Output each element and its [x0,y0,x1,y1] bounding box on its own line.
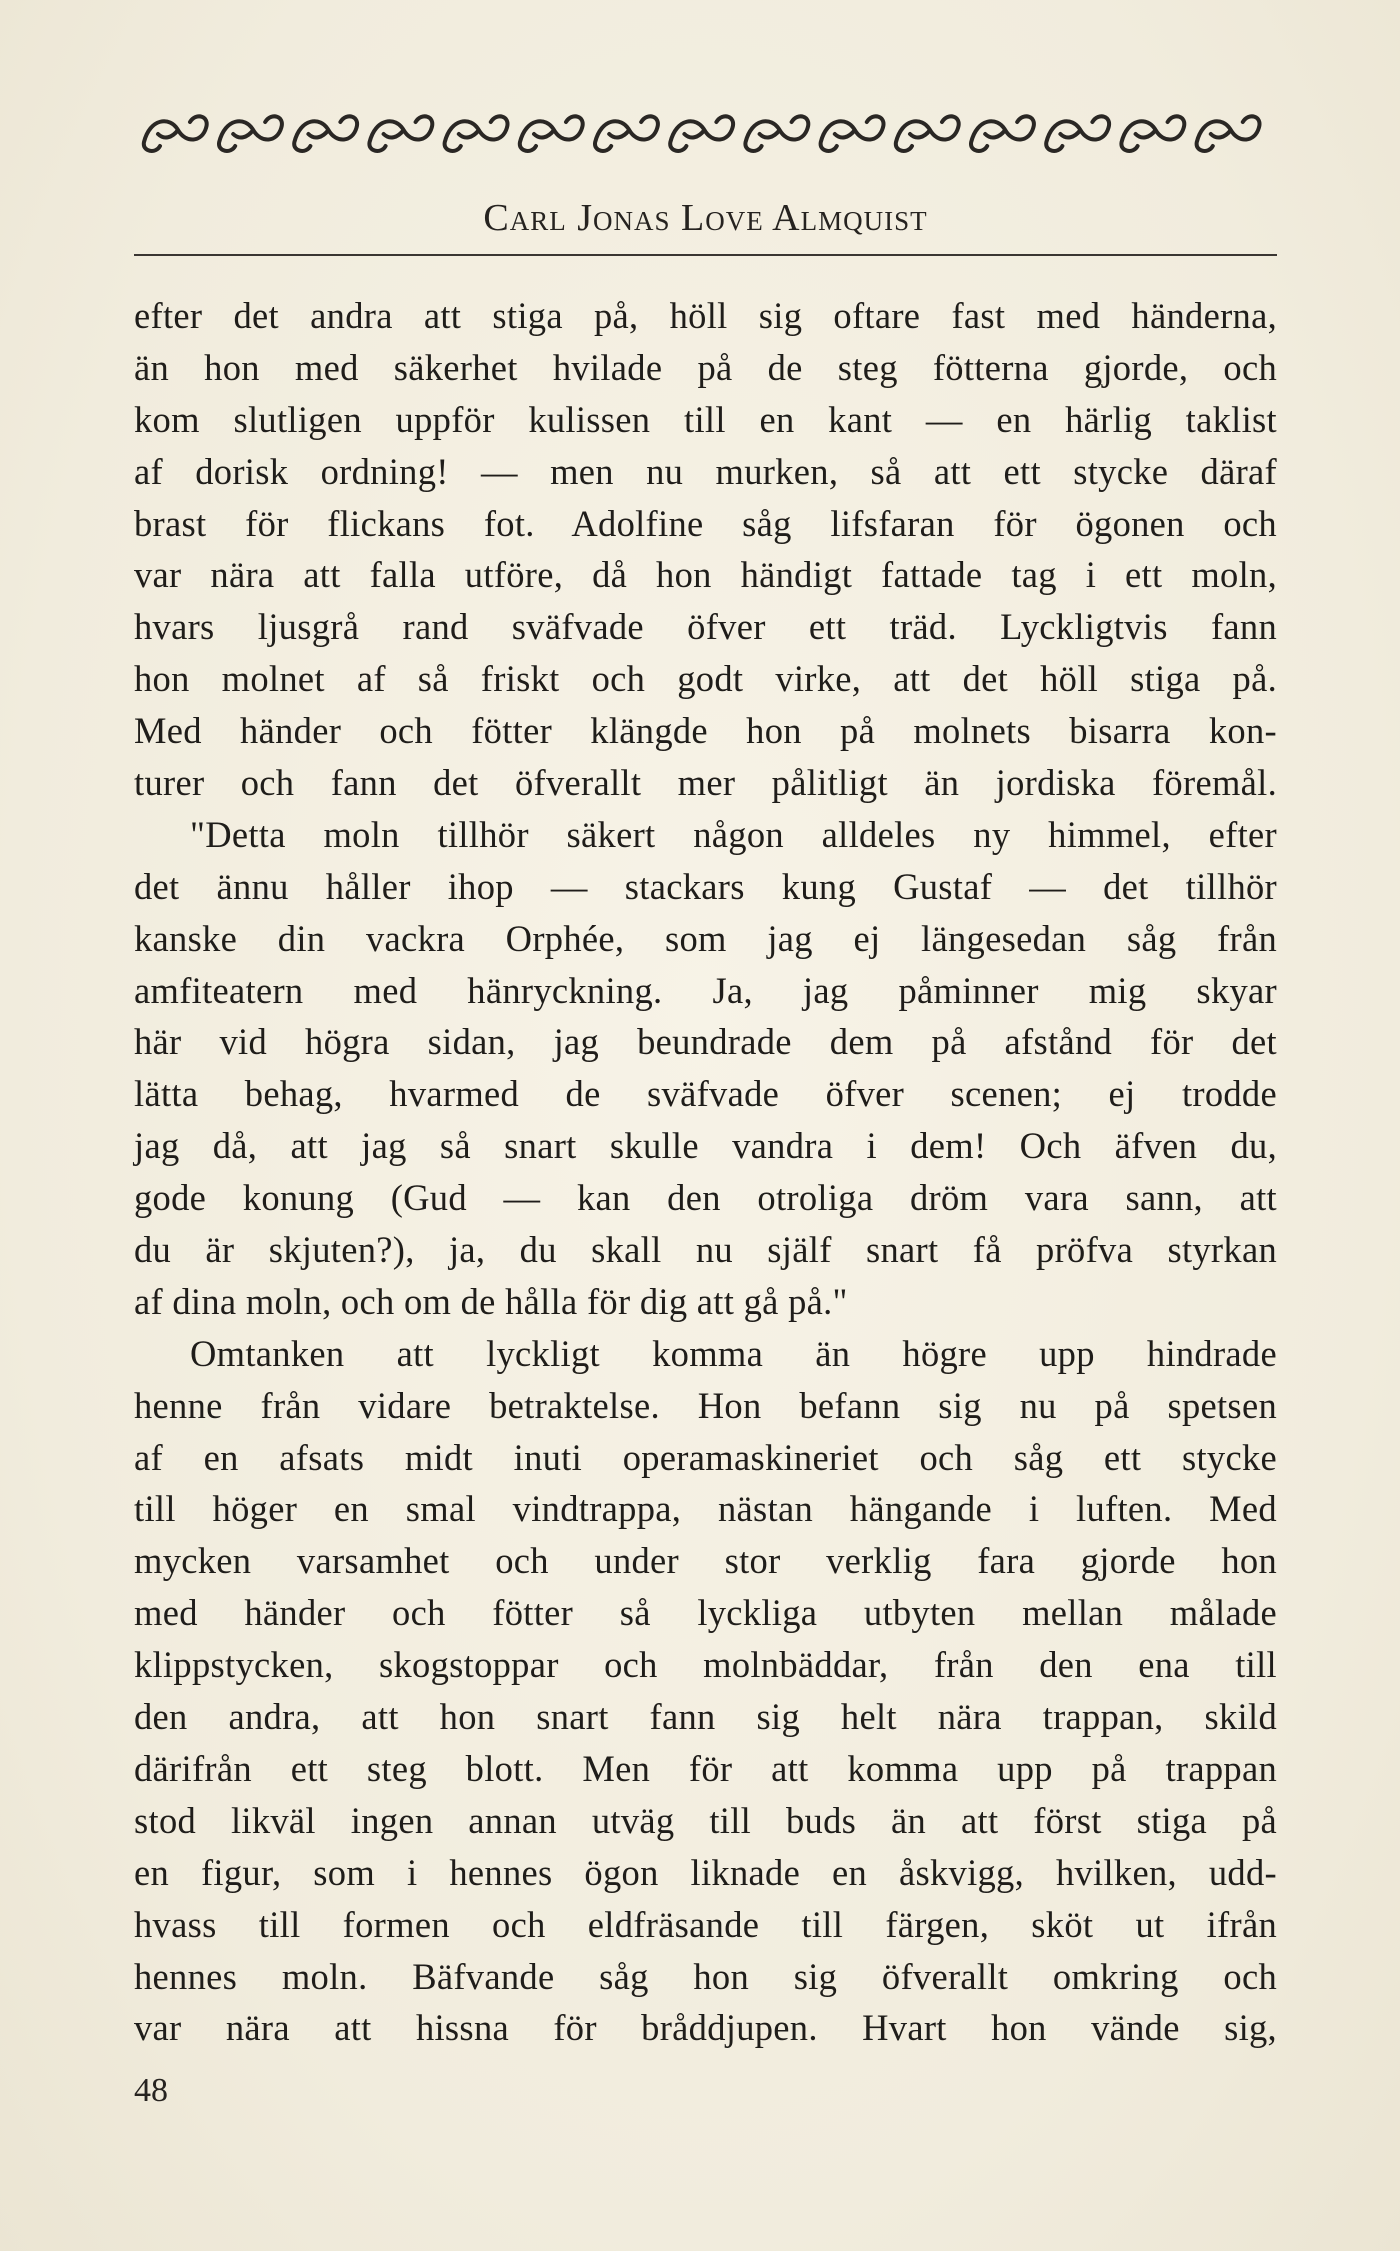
scroll-motif [1046,116,1109,151]
text-line: kom slutligen uppför kulissen till en kant — en härlig taklist [134,398,1277,440]
text-line: hennes moln. Bäfvande såg hon sig öfverallt omkring och [134,1955,1277,1997]
text-line: stod likväl ingen annan utväg till buds än att först stiga på [134,1799,1277,1841]
running-head: Carl Jonas Love Almquist [483,197,928,239]
text-line: var nära att falla utföre, då hon händigt fattade tag i ett moln, [134,554,1277,596]
text-line: en figur, som i hennes ögon liknade en åskvigg, hvilken, udd- [134,1851,1277,1893]
text-line: klippstycken, skogstoppar och molnbäddar, från den ena till [134,1644,1277,1686]
scroll-motif [971,116,1034,151]
text-line: af dina moln, och om de hålla för dig att gå på." [134,1280,848,1322]
scroll-ornament-band [140,108,1268,162]
text-line: brast för flickans fot. Adolfine såg lifsfaran för ögonen och [134,502,1277,544]
text-line: hon molnet af så friskt och godt virke, att det höll stiga på. [134,658,1277,700]
scroll-motif [595,116,658,151]
page-number: 48 [134,2072,168,2109]
scroll-motif [821,116,884,151]
text-line: till höger en smal vindtrappa, nästan hängande i luften. Med [134,1488,1277,1530]
text-line: med händer och fötter så lyckliga utbyten mellan målade [134,1592,1277,1634]
scroll-motif [745,116,808,151]
text-line: lätta behag, hvarmed de sväfvade öfver scenen; ej trodde [134,1073,1277,1115]
text-line: henne från vidare betraktelse. Hon befann sig nu på spetsen [134,1384,1277,1426]
text-line: den andra, att hon snart fann sig helt nära trappan, skild [134,1696,1277,1738]
text-line: "Detta moln tillhör säkert någon alldeles ny himmel, efter [190,813,1277,855]
scroll-motif [520,116,583,151]
text-line: här vid högra sidan, jag beundrade dem på afstånd för det [134,1021,1277,1063]
text-line: efter det andra att stiga på, höll sig oftare fast med händerna, [134,295,1277,336]
text-line: mycken varsamhet och under stor verklig fara gjorde hon [134,1540,1277,1582]
text-line: hvars ljusgrå rand sväfvade öfver ett träd. Lyckligtvis fann [134,606,1277,648]
text-line: Med händer och fötter klängde hon på molnets bisarra kon- [134,710,1277,752]
text-line: turer och fann det öfverallt mer pålitligt än jordiska föremål. [134,762,1277,804]
text-line: af en afsats midt inuti operamaskineriet och såg ett stycke [134,1436,1277,1478]
scroll-motif [1121,116,1184,151]
scroll-motif [670,116,733,151]
text-line: därifrån ett steg blott. Men för att komma upp på trappan [134,1747,1277,1789]
text-line: det ännu håller ihop — stackars kung Gustaf — det tillhör [134,865,1277,907]
scroll-motif [219,116,282,151]
text-line: var nära att hissna för bråddjupen. Hvart hon vände sig, [134,2007,1277,2049]
text-line: amfiteatern med hänryckning. Ja, jag påminner mig skyar [134,969,1277,1011]
body-text [134,290,1277,2054]
text-line: gode konung (Gud — kan den otroliga dröm vara sann, att [134,1177,1277,1219]
text-line: kanske din vackra Orphée, som jag ej längesedan såg från [134,917,1277,959]
scroll-motif [896,116,959,151]
text-line: du är skjuten?), ja, du skall nu själf snart få pröfva styrkan [134,1229,1277,1271]
scroll-motif [369,116,432,151]
text-line: Omtanken att lyckligt komma än högre upp hindrade [190,1332,1277,1374]
text-line: än hon med säkerhet hvilade på de steg fötterna gjorde, och [134,346,1277,388]
text-line: hvass till formen och eldfräsande till färgen, sköt ut ifrån [134,1903,1277,1945]
text-line: af dorisk ordning! — men nu murken, så att ett stycke däraf [134,450,1277,492]
scroll-motif [144,116,207,151]
text-line: jag då, att jag så snart skulle vandra i dem! Och äfven du, [134,1125,1277,1167]
scroll-motif [445,116,508,151]
scroll-motif [294,116,357,151]
scroll-motif [1197,116,1260,151]
header-rule [134,254,1277,256]
